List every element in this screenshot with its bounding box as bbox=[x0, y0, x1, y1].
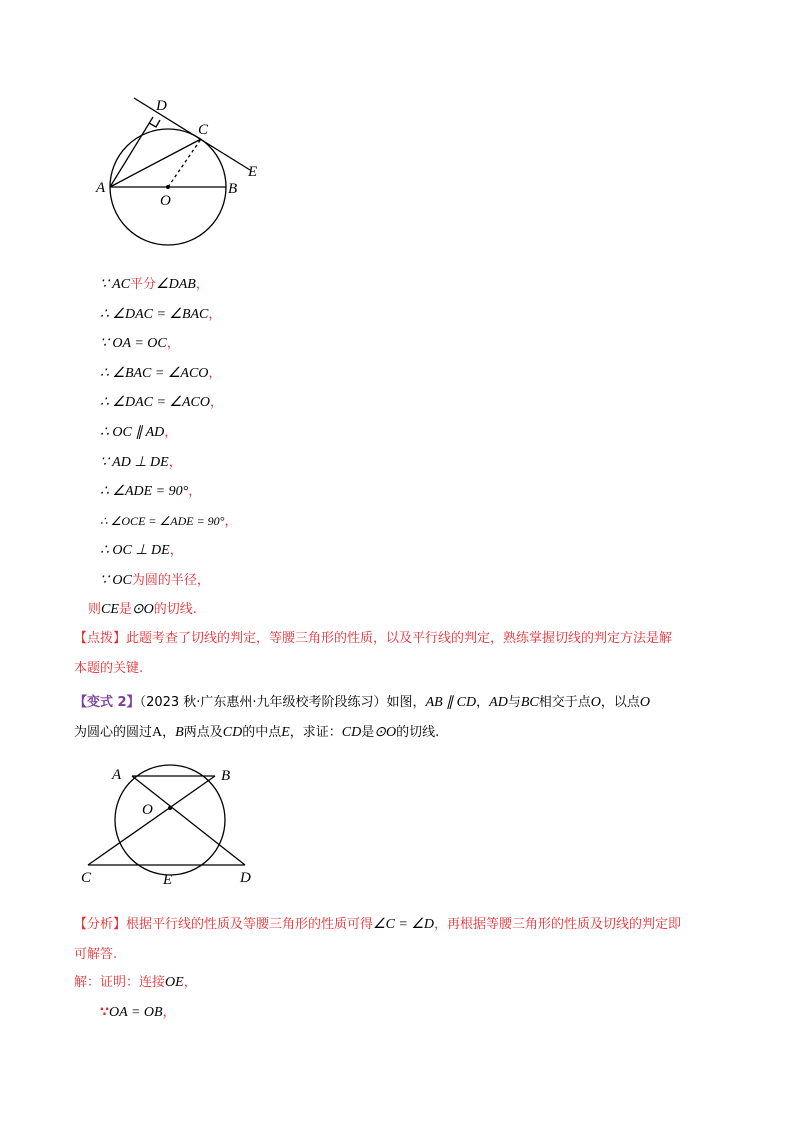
proof-tail: ， bbox=[196, 573, 210, 588]
conclusion-math: ⊙O bbox=[131, 602, 154, 617]
solution-line-2 bbox=[100, 1004, 176, 1022]
label-b-2: B bbox=[221, 768, 231, 784]
fenxi-math: ∠C = ∠D bbox=[373, 917, 435, 932]
figure-circle-trapezoid bbox=[75, 762, 265, 892]
bianshi-text: ， bbox=[476, 695, 490, 710]
center-dot-2 bbox=[168, 806, 172, 810]
proof-math: ∵ OC bbox=[100, 573, 132, 588]
fenxi-paragraph bbox=[74, 910, 734, 970]
label-b: B bbox=[228, 181, 238, 197]
label-o: O bbox=[160, 193, 171, 209]
tangent-line-de bbox=[134, 98, 250, 170]
bianshi-tag: 【变式 2】 bbox=[74, 695, 140, 710]
proof-line bbox=[100, 365, 221, 383]
bianshi-math: O bbox=[639, 695, 650, 710]
proof-math: ∴ ∠OCE = ∠ADE = 90° bbox=[100, 514, 225, 528]
fenxi-tag: 【分析】 bbox=[74, 917, 127, 932]
proof-tail: ， bbox=[168, 455, 182, 470]
label-e: E bbox=[248, 164, 258, 180]
proof-math: ∴ ∠BAC = ∠ACO bbox=[100, 366, 209, 381]
bianshi-math: E bbox=[281, 725, 290, 740]
proof-tail: ， bbox=[208, 366, 222, 381]
proof-line bbox=[100, 454, 182, 472]
solution-label: 解：证明：连接 bbox=[74, 975, 166, 990]
proof-text: 为圆的半径 bbox=[131, 573, 197, 588]
proof-line bbox=[100, 306, 221, 324]
center-dot bbox=[166, 185, 170, 189]
proof-tail: ， bbox=[169, 543, 183, 558]
proof-tail: ， bbox=[195, 277, 209, 292]
line-bc bbox=[88, 776, 215, 865]
proof-line bbox=[100, 483, 201, 501]
bianshi-math: CD bbox=[341, 725, 362, 740]
figure-circle-tangent bbox=[90, 90, 280, 260]
fenxi-text-3: 可解答. bbox=[74, 947, 118, 962]
conclusion-text: 是 bbox=[118, 602, 132, 617]
conclusion-text: 则 bbox=[88, 602, 102, 617]
bianshi-math: O bbox=[590, 695, 601, 710]
bianshi-math: AB ∥ CD bbox=[425, 695, 477, 710]
bianshi-text: 相交于点 bbox=[538, 695, 591, 710]
proof-line bbox=[100, 542, 183, 560]
bianshi-paragraph bbox=[74, 688, 734, 748]
bianshi-text: ，以点 bbox=[600, 695, 640, 710]
proof-text: 平分 bbox=[130, 277, 157, 292]
bianshi-text: 两点及 bbox=[183, 725, 223, 740]
fenxi-text-2: ，再根据等腰三角形的性质及切线的判定即 bbox=[434, 917, 682, 932]
label-d-2: D bbox=[240, 870, 251, 886]
bianshi-text: 是 bbox=[361, 725, 375, 740]
bianshi-source: （2023 秋·广东惠州·九年级校考阶段练习）如图， bbox=[139, 695, 426, 710]
proof-line bbox=[100, 572, 210, 590]
dianbo-text: 此题考查了切线的判定，等腰三角形的性质，以及平行线的判定，熟练掌握切线的判定方法是解 bbox=[126, 631, 673, 646]
proof-line bbox=[100, 512, 238, 531]
line-oc-dashed bbox=[168, 139, 201, 187]
solution-line bbox=[74, 974, 197, 992]
bianshi-text: 的切线. bbox=[396, 725, 440, 740]
label-e-2: E bbox=[163, 872, 173, 888]
label-a-2: A bbox=[112, 767, 122, 783]
fenxi-text: 根据平行线的性质及等腰三角形的性质可得 bbox=[126, 917, 374, 932]
bianshi-math: AD bbox=[489, 695, 508, 710]
label-c-2: C bbox=[81, 870, 92, 886]
bianshi-math: CD bbox=[222, 725, 243, 740]
label-a: A bbox=[96, 180, 106, 196]
label-o-2: O bbox=[142, 802, 153, 818]
proof-math: ∵ OA = OC bbox=[100, 336, 167, 351]
because-symbol: ∵ bbox=[100, 1005, 110, 1020]
solution-tail: ， bbox=[183, 975, 197, 990]
bianshi-math: B bbox=[175, 725, 184, 740]
proof-tail: ， bbox=[224, 514, 238, 529]
proof-tail: ， bbox=[209, 395, 223, 410]
proof-math: ∵ AC bbox=[100, 277, 131, 292]
solution-tail-2: ， bbox=[162, 1005, 176, 1020]
proof-math: ∴ OC ∥ AD bbox=[100, 425, 165, 440]
bianshi-math: BC bbox=[520, 695, 539, 710]
proof-tail: ， bbox=[208, 307, 222, 322]
conclusion-text: 的切线. bbox=[153, 602, 197, 617]
line-ac bbox=[110, 139, 201, 187]
bianshi-text: 与 bbox=[507, 695, 521, 710]
proof-line bbox=[100, 424, 177, 442]
conclusion-math: CE bbox=[101, 602, 119, 617]
proof-math: ∴ OC ⊥ DE bbox=[100, 543, 170, 558]
proof-tail: ， bbox=[188, 484, 202, 499]
bianshi-text: ，求证： bbox=[289, 725, 342, 740]
proof-math: ∴ ∠ADE = 90° bbox=[100, 484, 189, 499]
proof-math: ∵ AD ⊥ DE bbox=[100, 455, 169, 470]
proof-line bbox=[100, 394, 223, 412]
proof-tail: ， bbox=[164, 425, 178, 440]
line-ad bbox=[132, 776, 245, 865]
label-c: C bbox=[198, 122, 209, 138]
circle-o-2 bbox=[115, 765, 225, 875]
conclusion-line bbox=[88, 601, 197, 619]
proof-math: ∠DAB bbox=[156, 277, 196, 292]
proof-math: ∴ ∠DAC = ∠BAC bbox=[100, 307, 209, 322]
dianbo-text-2: 本题的关键. bbox=[74, 661, 144, 676]
bianshi-text: 为圆心的圆过 bbox=[74, 725, 153, 740]
bianshi-text: ， bbox=[162, 725, 176, 740]
proof-line bbox=[100, 276, 209, 294]
solution-math-2: OA = OB bbox=[109, 1005, 163, 1020]
solution-math: OE bbox=[165, 975, 184, 990]
dianbo-paragraph bbox=[74, 624, 734, 684]
label-d: D bbox=[156, 98, 167, 114]
bianshi-math: A bbox=[152, 725, 163, 740]
bianshi-math: ⊙O bbox=[374, 725, 397, 740]
dianbo-tag: 【点拨】 bbox=[74, 631, 127, 646]
proof-math: ∴ ∠DAC = ∠ACO bbox=[100, 395, 210, 410]
proof-line bbox=[100, 335, 180, 353]
proof-tail: ， bbox=[166, 336, 180, 351]
bianshi-text: 的中点 bbox=[242, 725, 282, 740]
line-ad bbox=[110, 117, 153, 187]
